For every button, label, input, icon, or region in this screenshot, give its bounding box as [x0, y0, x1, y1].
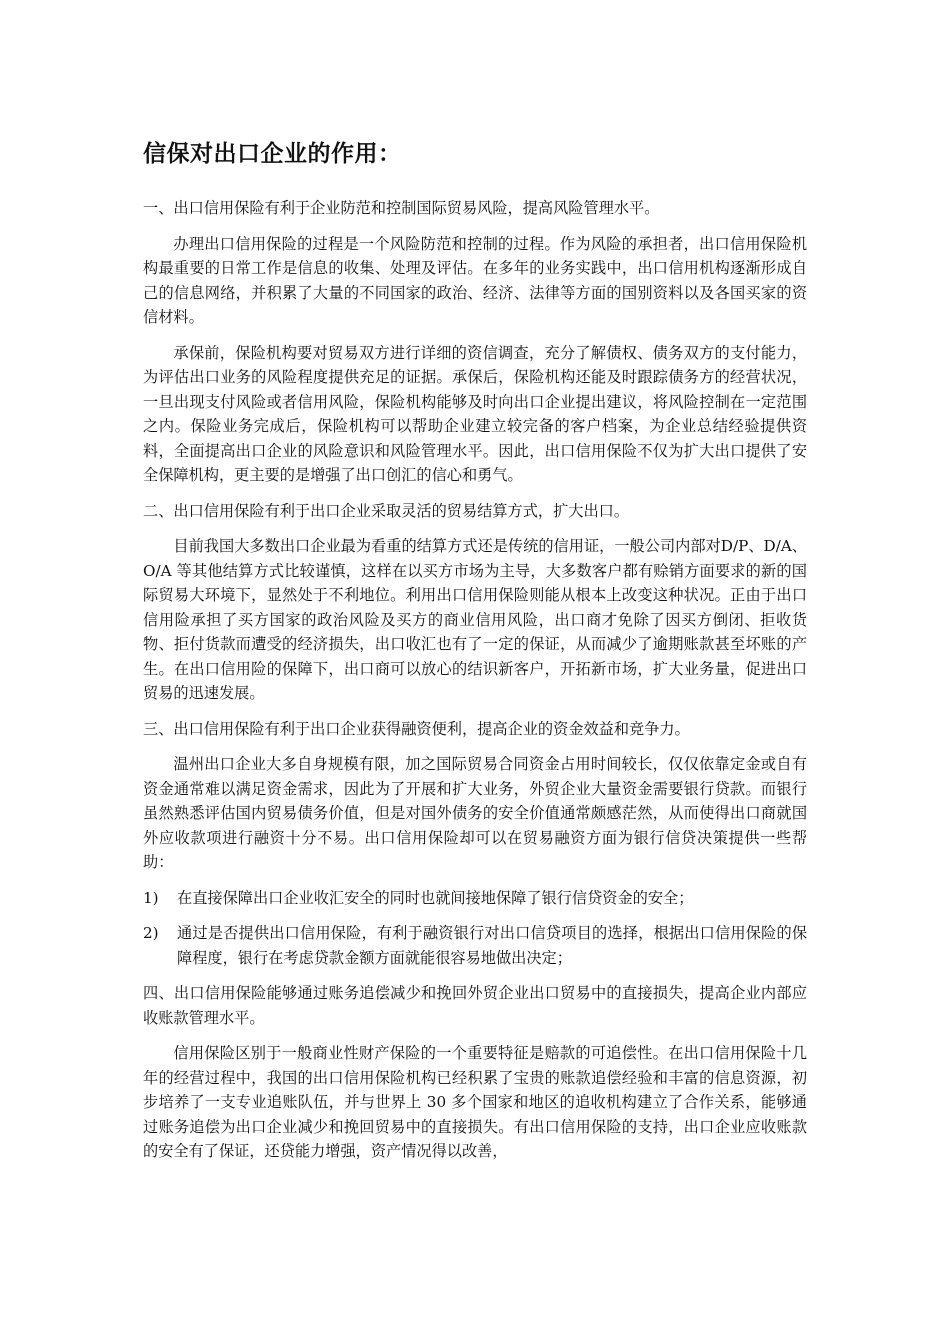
section-4-paragraph-1: 信用保险区别于一般商业性财产保险的一个重要特征是赔款的可追偿性。在出口信用保险十几年的经营过程中，我国的出口信用保险机构已经积累了宝贵的账款追偿经验和丰富的信息资源，初步培养了一支专业追账队伍，并与世界上 30 多个国家和地区的追收机构建立了合作关系，能够通过账务追偿为出口企业减少和挽回贸易中的直接损失。有出口信用保险的支持，出口企业应收账款的安全有了保证，还贷能力增强，资产情况得以改善，: [143, 1044, 807, 1160]
list-item-2: [143, 921, 807, 970]
section-3-paragraph-1: 温州出口企业大多自身规模有限，加之国际贸易合同资金占用时间较长，仅仅依靠定金或自有资金通常难以满足资金需求，因此为了开展和扩大业务，外贸企业大量资金需要银行贷款。而银行虽然熟悉评估国内贸易债务价值，但是对国外债务的安全价值通常颇感茫然，从而使得出口商就国外应收款项进行融资十分不易。出口信用保险却可以在贸易融资方面为银行信贷决策提供一些帮助：: [143, 755, 807, 871]
document-title: 信保对出口企业的作用：: [143, 141, 402, 167]
section-2-heading: 二、出口信用保险有利于出口企业采取灵活的贸易结算方式，扩大出口。: [143, 501, 629, 520]
section-1-paragraph-2: 承保前，保险机构要对贸易双方进行详细的资信调查，充分了解债权、债务双方的支付能力，为评估出口业务的风险程度提供充足的证据。承保后，保险机构还能及时跟踪债务方的经营状况，一旦出现支付风险或者信用风险，保险机构能够及时向出口企业提出建议，将风险控制在一定范围之内。保险业务完成后，保险机构可以帮助企业建立较完备的客户档案，为企业总结经验提供资料，全面提高出口企业的风险意识和风险管理水平。因此，出口信用保险不仅为扩大出口提供了安全保障机构，更主要的是增强了出口创汇的信心和勇气。: [143, 343, 807, 484]
section-1-paragraph-1: 办理出口信用保险的过程是一个风险防范和控制的过程。作为风险的承担者，出口信用保险机构最重要的日常工作是信息的收集、处理及评估。在多年的业务实践中，出口信用机构逐渐形成自己的信息网络，并积累了大量的不同国家的政治、经济、法律等方面的国别资料以及各国买家的资信材料。: [143, 234, 807, 326]
section-3-heading: 三、出口信用保险有利于出口企业获得融资便利，提高企业的资金效益和竞争力。: [143, 719, 690, 738]
list-item-number: 1): [143, 888, 159, 907]
list-item-text: 在直接保障出口企业收汇安全的同时也就间接地保障了银行信贷资金的安全；: [177, 888, 694, 907]
document-page: [143, 138, 807, 1175]
list-item-1: [143, 886, 807, 911]
section-2-paragraph-1: 目前我国大多数出口企业最为看重的结算方式还是传统的信用证，一般公司内部对D/P、D/A、O/A 等其他结算方式比较谨慎，这样在以买方市场为主导，大多数客户都有赊销方面要求的新的国际贸易大环境下，显然处于不利地位。利用出口信用保险则能从根本上改变这种状况。正由于出口信用险承担了买方国家的政治风险及买方的商业信用风险，出口商才免除了因买方倒闭、拒收货物、拒付货款而遭受的经济损失，出口收汇也有了一定的保证，从而减少了逾期账款甚至坏账的产生。在出口信用险的保障下，出口商可以放心的结识新客户，开拓新市场，扩大业务量，促进出口贸易的迅速发展。: [143, 537, 807, 702]
list-item-number: 2): [143, 924, 159, 942]
section-1-heading: 一、出口信用保险有利于企业防范和控制国际贸易风险，提高风险管理水平。: [143, 199, 660, 217]
list-item-text: 通过是否提供出口信用保险，有利于融资银行对出口信贷项目的选择，根据出口信用保险的保障程度，银行在考虑贷款金额方面就能很容易地做出决定；: [177, 924, 807, 967]
section-4-heading: 四、出口信用保险能够通过账务追偿减少和挽回外贸企业出口贸易中的直接损失，提高企业内部应收账款管理水平。: [143, 984, 807, 1027]
